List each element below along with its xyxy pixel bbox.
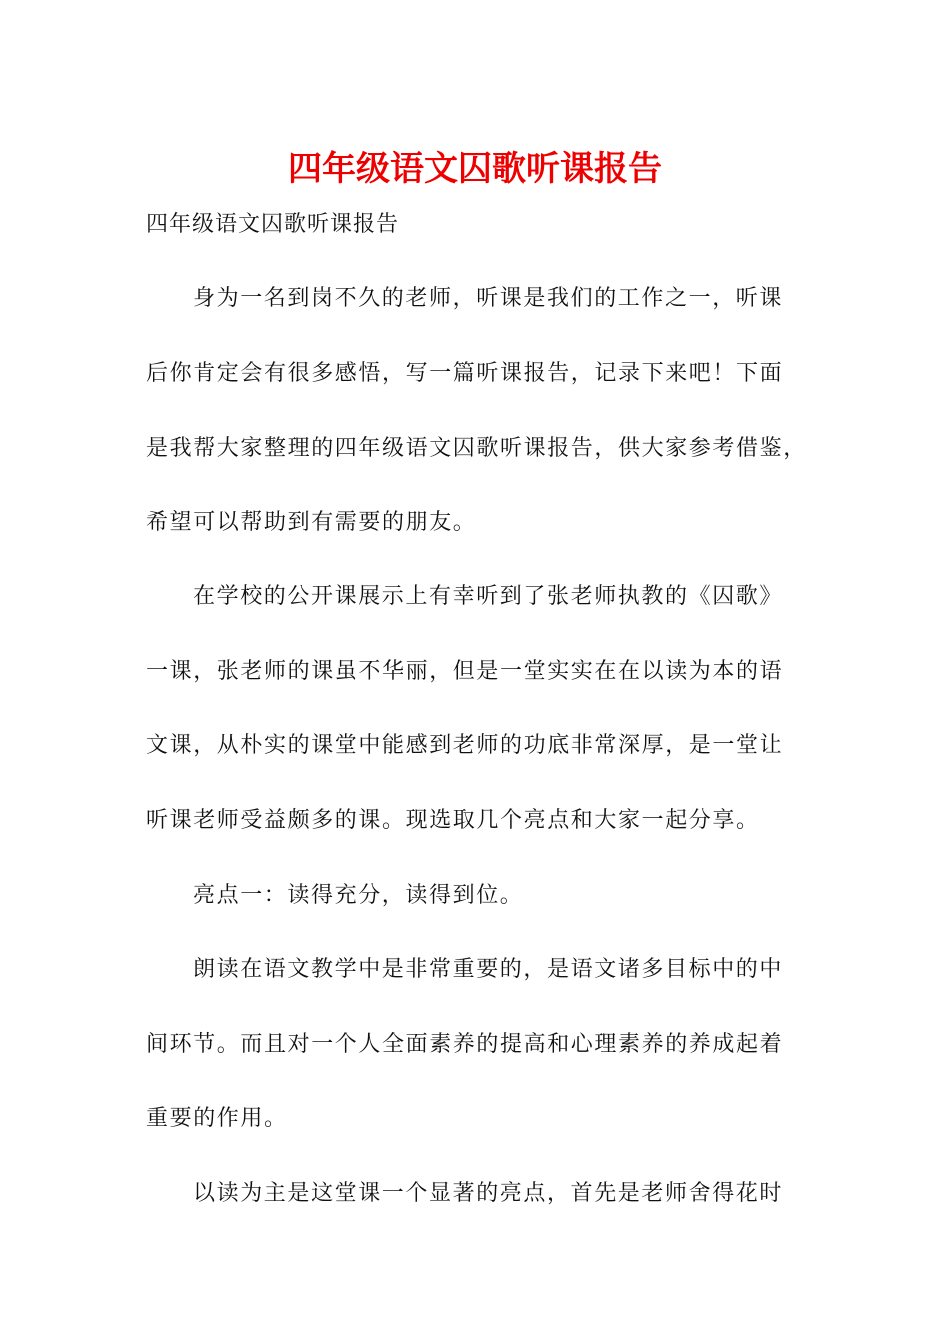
paragraph-line: 希望可以帮助到有需要的朋友。 xyxy=(146,510,477,535)
paragraph-line: 朗读在语文教学中是非常重要的，是语文诸多目标中的中 xyxy=(193,957,784,982)
section-heading: 亮点一：读得充分，读得到位。 xyxy=(193,883,524,908)
paragraph-line: 重要的作用。 xyxy=(146,1106,288,1131)
paragraph-line: 一课，张老师的课虽不华丽，但是一堂实实在在以读为本的语 xyxy=(146,659,784,684)
paragraph-line: 身为一名到岗不久的老师，听课是我们的工作之一，听课 xyxy=(193,286,784,311)
paragraph-line: 听课老师受益颇多的课。现选取几个亮点和大家一起分享。 xyxy=(146,808,760,833)
document-title: 四年级语文囚歌听课报告 xyxy=(288,149,662,189)
paragraph-line: 在学校的公开课展示上有幸听到了张老师执教的《囚歌》 xyxy=(193,584,784,609)
paragraph-line: 后你肯定会有很多感悟，写一篇听课报告，记录下来吧！下面 xyxy=(146,361,784,386)
paragraph-line: 以读为主是这堂课一个显著的亮点，首先是老师舍得花时 xyxy=(193,1181,784,1206)
paragraph-line: 间环节。而且对一个人全面素养的提高和心理素养的养成起着 xyxy=(146,1032,784,1057)
paragraph-line: 是我帮大家整理的四年级语文囚歌听课报告，供大家参考借鉴， xyxy=(146,436,807,461)
document-subtitle: 四年级语文囚歌听课报告 xyxy=(146,212,400,237)
paragraph-line: 文课，从朴实的课堂中能感到老师的功底非常深厚，是一堂让 xyxy=(146,733,784,758)
